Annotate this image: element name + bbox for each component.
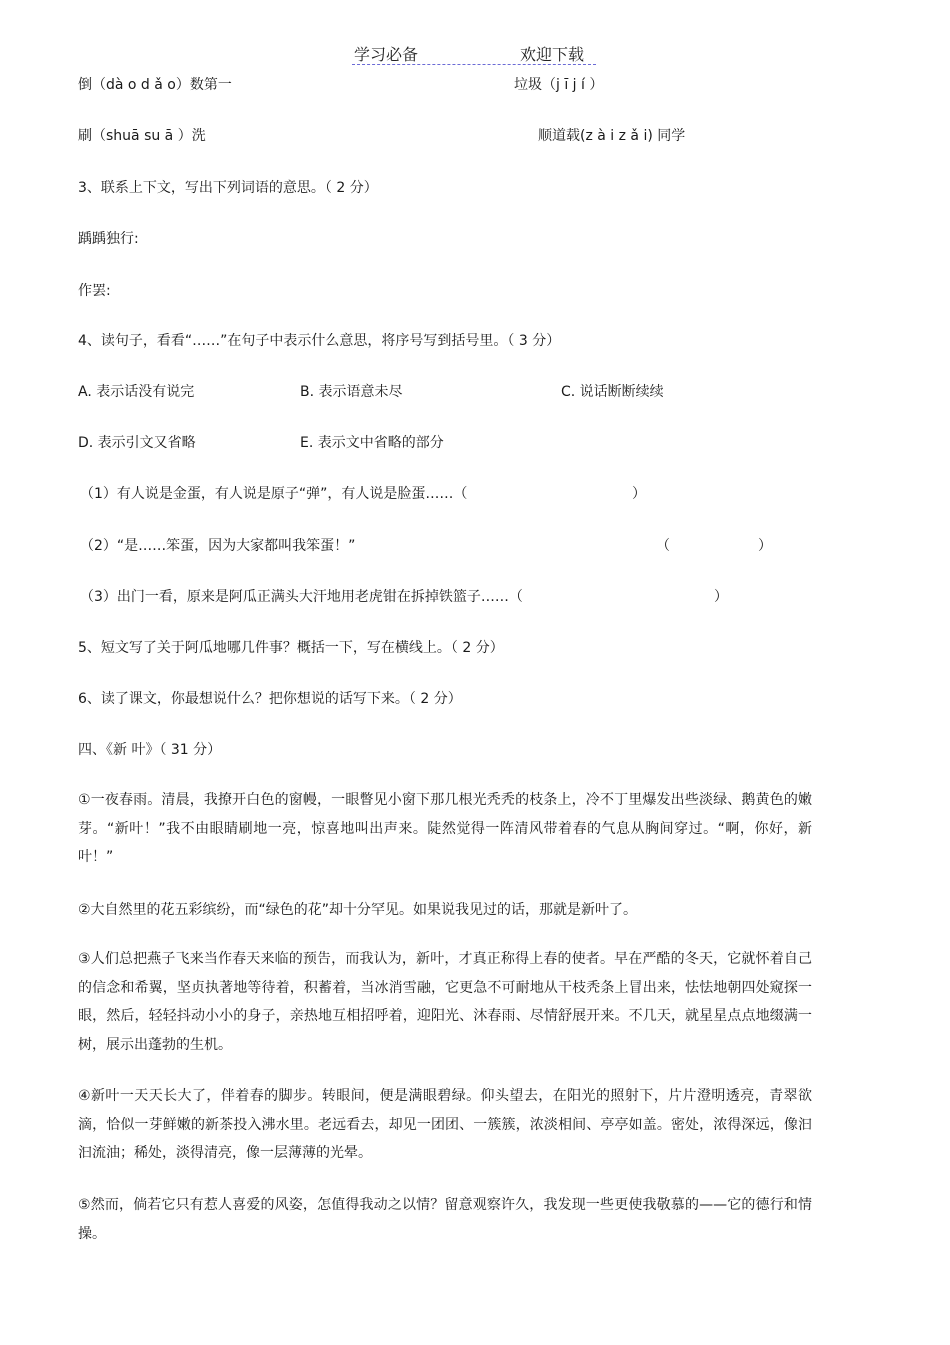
question-3-title: 3、联系上下文，写出下列词语的意思。（ 2 分）: [78, 180, 378, 196]
question-6: 6、读了课文，你最想说什么？把你想说的话写下来。（ 2 分）: [78, 691, 462, 707]
question-5: 5、短文写了关于阿瓜地哪几件事？概括一下，写在横线上。（ 2 分）: [78, 640, 504, 656]
question-4-sentence-1-close: ）: [632, 486, 646, 502]
passage-paragraph-5: [78, 1191, 812, 1248]
question-4-sentence-3-close: ）: [714, 589, 728, 605]
pinyin-item-laji: 垃圾（j ī j í ）: [514, 77, 604, 93]
question-4-option-a: A. 表示话没有说完: [78, 384, 195, 400]
passage-paragraph-2: [78, 896, 812, 925]
passage-paragraph-4: [78, 1082, 812, 1168]
question-4-title: 4、读句子，看看“……”在句子中表示什么意思，将序号写到括号里。（ 3 分）: [78, 333, 561, 349]
passage-paragraph-1-text: ①一夜春雨。清晨，我撩开白色的窗幔，一眼瞥见小窗下那几根光秃秃的枝条上，冷不丁里爆发出些淡绿、鹅黄色的嫩芽。“新叶！”我不由眼睛刷地一亮，惊喜地叫出声来。陡然觉得一阵清风带着春的气息从胸间穿过。“啊，你好，新叶！”: [78, 792, 812, 865]
passage-paragraph-4-text: ④新叶一天天长大了，伴着春的脚步。转眼间，便是满眼碧绿。仰头望去，在阳光的照射下，片片澄明透亮，青翠欲滴，恰似一芽鲜嫩的新茶投入沸水里。老远看去，却见一团团、一簇簇，浓淡相间、亭亭如盖。密处，浓得深远，像汩汩流油；稀处，淡得清亮，像一层薄薄的光晕。: [78, 1088, 812, 1161]
question-3-word-1: 踽踽独行:: [78, 231, 139, 247]
question-4-option-d: D. 表示引文又省略: [78, 435, 196, 451]
passage-paragraph-3-text: ③人们总把燕子飞来当作春天来临的预告，而我认为，新叶，才真正称得上春的使者。早在严酷的冬天，它就怀着自己的信念和希翼，坚贞执著地等待着，积蓄着，当冰消雪融，它更急不可耐地从干枝秃条上冒出来，怯怯地朝四处窥探一眼，然后，轻轻抖动小小的身子，亲热地互相招呼着，迎阳光、沐春雨、尽情舒展开来。不几天，就星星点点地缀满一树，展示出蓬勃的生机。: [78, 951, 812, 1053]
question-4-sentence-3: （3）出门一看，原来是阿瓜正满头大汗地用老虎钳在拆掉铁篮子……（: [80, 589, 523, 605]
passage-paragraph-5-text: ⑤然而，倘若它只有惹人喜爱的风姿，怎值得我动之以情？留意观察许久，我发现一些更使我敬慕的——它的德行和情操。: [78, 1197, 812, 1242]
pinyin-item-shuaxi: 刷（shuā su ā ）洗: [78, 128, 206, 144]
question-4-sentence-2: （2）“是……笨蛋，因为大家都叫我笨蛋！”: [80, 538, 356, 554]
question-4-sentence-2-open: （: [656, 538, 670, 554]
question-4-sentence-2-close: ）: [758, 538, 772, 554]
passage-paragraph-3: [78, 945, 812, 1059]
question-4-option-c: C. 说话断断续续: [561, 384, 664, 400]
question-4-option-b: B. 表示语意未尽: [300, 384, 403, 400]
passage-paragraph-1: [78, 786, 812, 872]
passage-paragraph-2-text: ②大自然里的花五彩缤纷，而“绿色的花”却十分罕见。如果说我见过的话，那就是新叶了。: [78, 902, 638, 918]
header-left-text: 学习必备: [354, 45, 419, 64]
page-header: [352, 42, 596, 65]
header-right-text: 欢迎下载: [520, 45, 585, 64]
question-4-sentence-1: （1）有人说是金蛋，有人说是原子“弹”，有人说是脸蛋……（: [80, 486, 468, 502]
section-4-title: 四、《新 叶》（ 31 分）: [78, 742, 222, 758]
question-4-option-e: E. 表示文中省略的部分: [300, 435, 444, 451]
question-3-word-2: 作罢:: [78, 283, 111, 299]
pinyin-item-shundaozai: 顺道载(z à i z ǎ i) 同学: [538, 128, 686, 144]
pinyin-item-daoshu: 倒（dà o d ǎ o）数第一: [78, 77, 232, 93]
